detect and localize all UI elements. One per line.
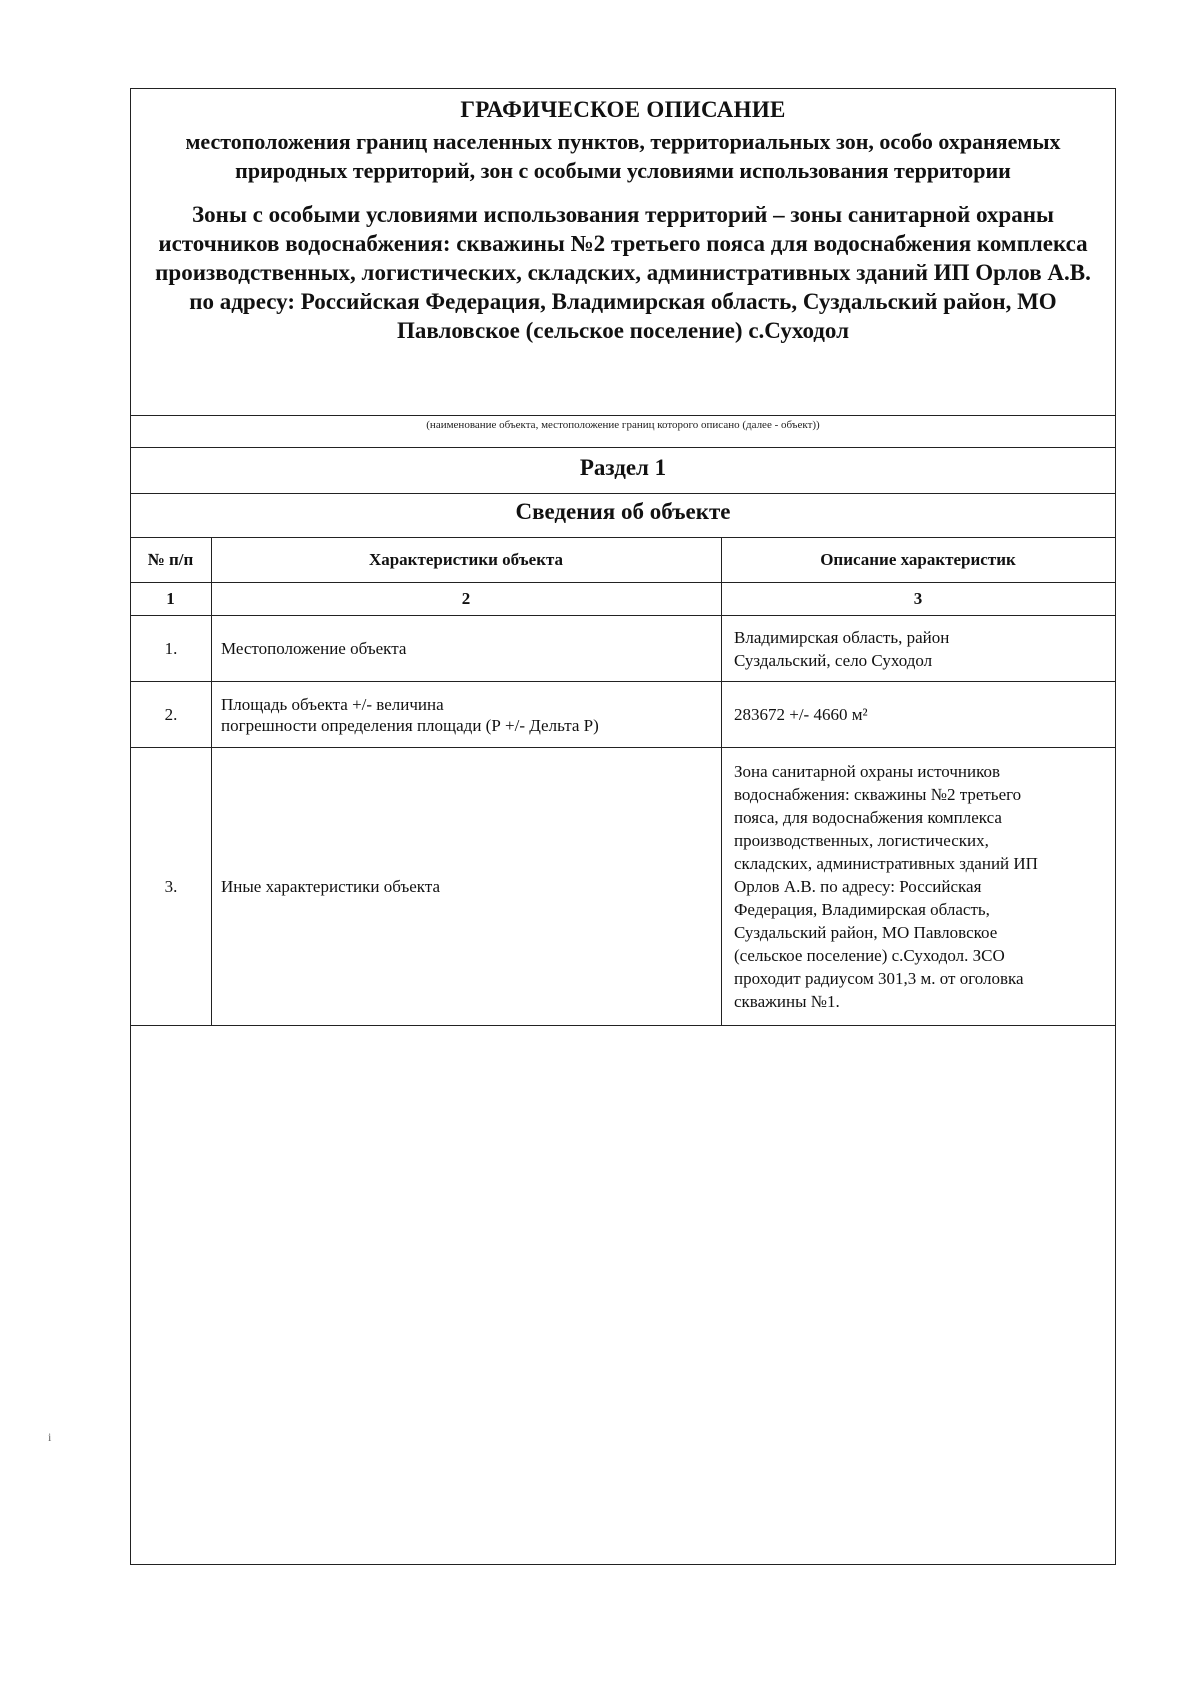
divider — [131, 447, 1115, 448]
object-info-table — [131, 537, 1115, 1026]
row-description-text: Зона санитарной охраны источников водоснабжения: скважины №2 третьего пояса, для водоснабжения комплекса производственных, логистических, складских, административных зданий ИП Орлов А.В. по адресу: Российская Федерация, Владимирская область, Суздальский район, МО Павловское (сельское поселение) с.Суходол. ЗСО проходит радиусом 301,3 м. от оголовка скважины №1. — [734, 762, 1038, 1011]
table-row — [131, 748, 1115, 1026]
document-title: ГРАФИЧЕСКОЕ ОПИСАНИЕ — [460, 97, 786, 122]
row-number: 3. — [131, 748, 212, 1026]
document-subtitle: местоположения границ населенных пунктов, территориальных зон, особо охраняемых природных территорий, зон с особыми условиями использования территории — [185, 129, 1061, 183]
table-header-row — [131, 538, 1115, 583]
row-description-text: Владимирская область, район Суздальский, село Суходол — [734, 627, 950, 670]
row-description-text: 283672 +/- 4660 м² — [734, 705, 868, 724]
row-number: 2. — [131, 682, 212, 748]
object-name: Зоны с особыми условиями использования территорий – зоны санитарной охраны источников водоснабжения: скважины №2 третьего пояса для водоснабжения комплекса производственных, логистических, складских, административных зданий ИП Орлов А.В. по адресу: Российская Федерация, Владимирская область, Суздальский район, МО Павловское (сельское поселение) с.Суходол — [155, 202, 1091, 343]
row-characteristic — [212, 682, 722, 748]
column-header-characteristic: Характеристики объекта — [212, 538, 722, 583]
document-header — [131, 89, 1115, 417]
column-header-description: Описание характеристик — [722, 538, 1116, 583]
table-row — [131, 616, 1115, 682]
column-index: 1 — [131, 583, 212, 616]
row-characteristic-text: Иные характеристики объекта — [221, 877, 441, 896]
row-description — [722, 748, 1116, 1026]
row-number: 1. — [131, 616, 212, 682]
margin-mark: i — [48, 1430, 52, 1444]
row-description — [722, 682, 1116, 748]
object-caption: (наименование объекта, местоположение границ которого описано (далее - объект)) — [426, 419, 820, 431]
divider — [131, 415, 1115, 416]
row-characteristic — [212, 748, 722, 1026]
column-header-number: № п/п — [131, 538, 212, 583]
row-characteristic-text: Местоположение объекта — [221, 639, 407, 658]
divider — [131, 493, 1115, 494]
section-title: Раздел 1 — [579, 455, 667, 480]
column-index: 2 — [212, 583, 722, 616]
column-index: 3 — [722, 583, 1116, 616]
row-characteristic-text: Площадь объекта +/- величина погрешности определения площади (Р +/- Дельта Р) — [221, 694, 599, 735]
row-characteristic — [212, 616, 722, 682]
row-description — [722, 616, 1116, 682]
document-frame — [130, 88, 1116, 1565]
table-row — [131, 682, 1115, 748]
table-index-row — [131, 583, 1115, 616]
section-subtitle: Сведения об объекте — [515, 499, 731, 524]
